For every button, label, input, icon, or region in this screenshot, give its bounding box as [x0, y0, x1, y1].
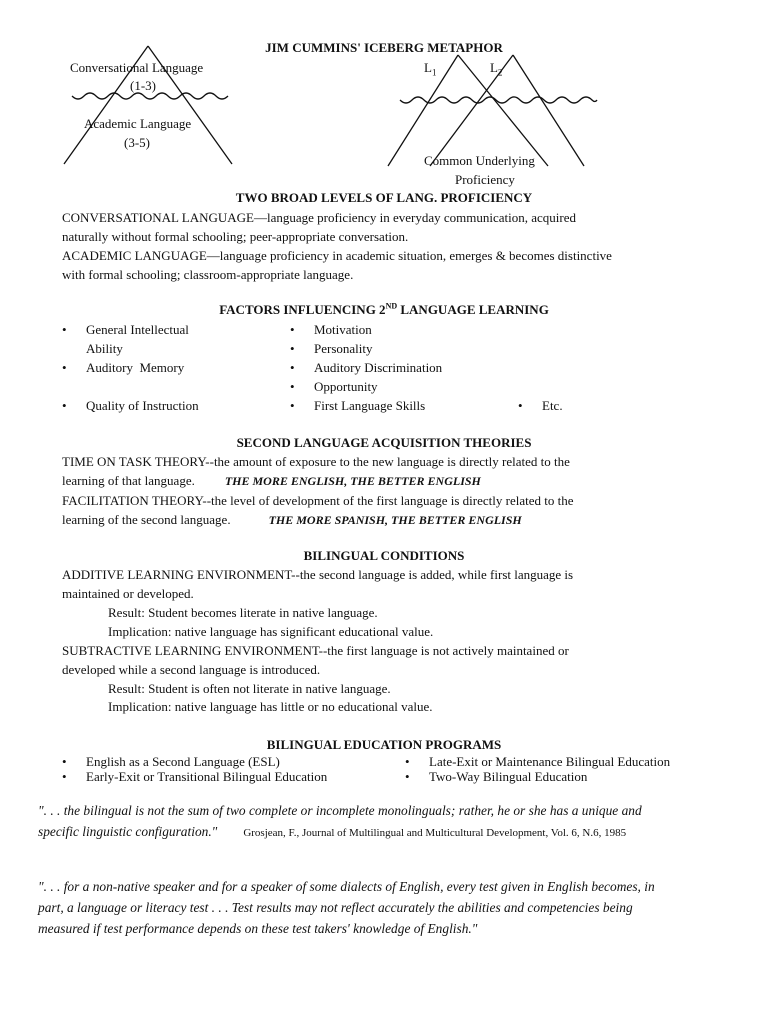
conditions-heading: BILINGUAL CONDITIONS: [303, 548, 465, 563]
cup-label-line2: Proficiency: [455, 172, 515, 187]
academic-range: (3-5): [124, 135, 150, 150]
conversational-definition: CONVERSATIONAL LANGUAGE—language proficiency in everyday communication, acquired naturally without formal schooling; peer-appropriate conversation. ACADEMIC LANGUAGE—language proficiency in academic situation, emerges & becomes distinctive with formal schooling; classroom-appropriate language.: [62, 210, 612, 282]
cup-label-line1: Common Underlying: [424, 153, 535, 168]
l2-iceberg-right-edge: [513, 55, 584, 166]
subtractive-result: Result: Student is often not literate in native language.: [108, 681, 391, 696]
subtractive-implication: Implication: native language has little or no educational value.: [108, 699, 433, 714]
l1-label: $L_1$: [424, 60, 437, 78]
factors-heading: FACTORS INFLUENCING 2ND LANGUAGE LEARNING: [219, 301, 549, 317]
conversational-label: Conversational Language: [70, 60, 204, 75]
programs-heading: BILINGUAL EDUCATION PROGRAMS: [266, 737, 502, 752]
levels-heading: TWO BROAD LEVELS OF LANG. PROFICIENCY: [235, 190, 533, 205]
l2-label: $L_2$: [490, 60, 503, 78]
conversational-range: (1-3): [130, 78, 156, 93]
iceberg-diagram: [0, 0, 768, 200]
theories-heading: SECOND LANGUAGE ACQUISITION THEORIES: [236, 435, 532, 450]
factor-item-continuation: Ability: [86, 341, 123, 356]
additive-result: Result: Student becomes literate in native language.: [108, 605, 378, 620]
grosjean-quote: ". . . the bilingual is not the sum of two complete or incomplete monolinguals; rather, he or she has a unique and specific linguistic configuration." Grosjean, F., Journal of Multilingual and Multicultural Development, Vol. 6, N.6, 1985: [38, 803, 642, 839]
academic-label: Academic Language: [84, 116, 192, 131]
additive-implication: Implication: native language has significant educational value.: [108, 624, 434, 639]
subtractive-environment: SUBTRACTIVE LEARNING ENVIRONMENT--the first language is not actively maintained or developed while a second language is introduced.: [62, 643, 569, 677]
testing-quote: ". . . for a non-native speaker and for a speaker of some dialects of English, every test given in English becomes, in part, a language or literacy test . . . Test results may not reflect accurately the abilities and competencies being measured if test performance depends on these test takers' knowledge of English.": [38, 879, 655, 936]
additive-environment: ADDITIVE LEARNING ENVIRONMENT--the second language is added, while first language is maintained or developed.: [62, 567, 574, 601]
page-title: JIM CUMMINS' ICEBERG METAPHOR: [265, 40, 503, 55]
time-on-task-theory: TIME ON TASK THEORY--the amount of exposure to the new language is directly related to the learning of that language. THE MORE ENGLISH, THE BETTER ENGLISH FACILITATION THEORY--the level of development of the first language is directly related to the learning of the second language. THE MORE SPANISH, THE BETTER ENGLISH: [62, 454, 574, 527]
grosjean-citation: Grosjean, F., Journal of Multilingual and Multicultural Development, Vol. 6, N.6, 1985: [243, 827, 627, 839]
l1-iceberg-left-edge: [388, 55, 458, 166]
